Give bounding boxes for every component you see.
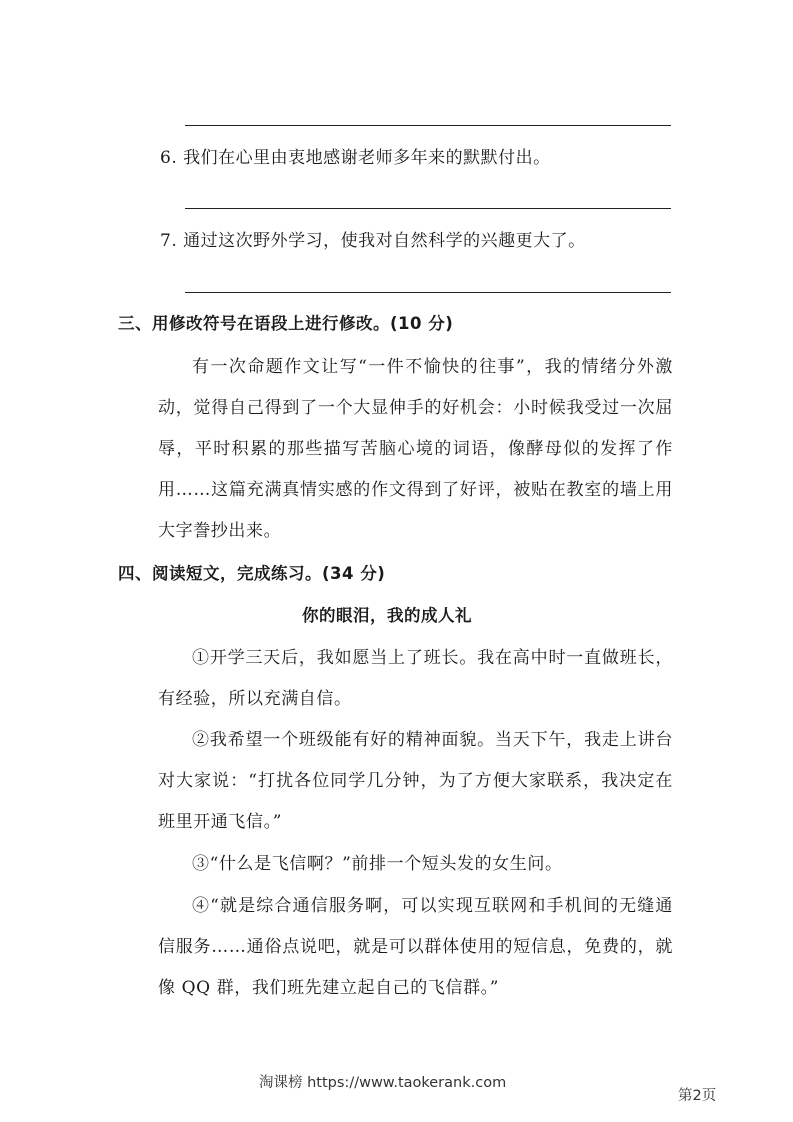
section-3-heading: 三、用修改符号在语段上进行修改。(10 分) — [118, 314, 454, 333]
answer-line-6 — [185, 208, 671, 209]
article-paragraph-4: ④“就是综合通信服务啊，可以实现互联网和手机间的无缝通信服务……通俗点说吧，就是可以群体使用的短信息，免费的，就像 QQ 群，我们班先建立起自己的飞信群。” — [158, 896, 673, 998]
article-paragraph-1: ①开学三天后，我如愿当上了班长。我在高中时一直做班长，有经验，所以充满自信。 — [158, 648, 673, 709]
question-6: 6. 我们在心里由衷地感谢老师多年来的默默付出。 — [160, 148, 551, 168]
answer-line-7 — [185, 292, 671, 293]
answer-line-5 — [185, 125, 671, 126]
article-paragraph-3: ③“什么是飞信啊？”前排一个短头发的女生问。 — [192, 854, 563, 874]
article-paragraph-2: ②我希望一个班级能有好的精神面貌。当天下午，我走上讲台对大家说：“打扰各位同学几分钟，为了方便大家联系，我决定在班里开通飞信。” — [158, 730, 673, 832]
section-4-heading: 四、阅读短文，完成练习。(34 分) — [118, 564, 386, 583]
article-title: 你的眼泪，我的成人礼 — [302, 606, 472, 625]
footer-site: 淘课榜 https://www.taokerank.com — [259, 1075, 507, 1091]
section-3-paragraph: 有一次命题作文让写“一件不愉快的往事”，我的情绪分外激动，觉得自己得到了一个大显伸手的好机会：小时候我受过一次屈辱，平时积累的那些描写苦脑心境的词语，像酵母似的发挥了作用……这篇充满真情实感的作文得到了好评，被贴在教室的墙上用大字誊抄出来。 — [158, 357, 673, 541]
page-number: 第2页 — [678, 1088, 717, 1104]
question-7: 7. 通过这次野外学习，使我对自然科学的兴趣更大了。 — [160, 231, 586, 251]
